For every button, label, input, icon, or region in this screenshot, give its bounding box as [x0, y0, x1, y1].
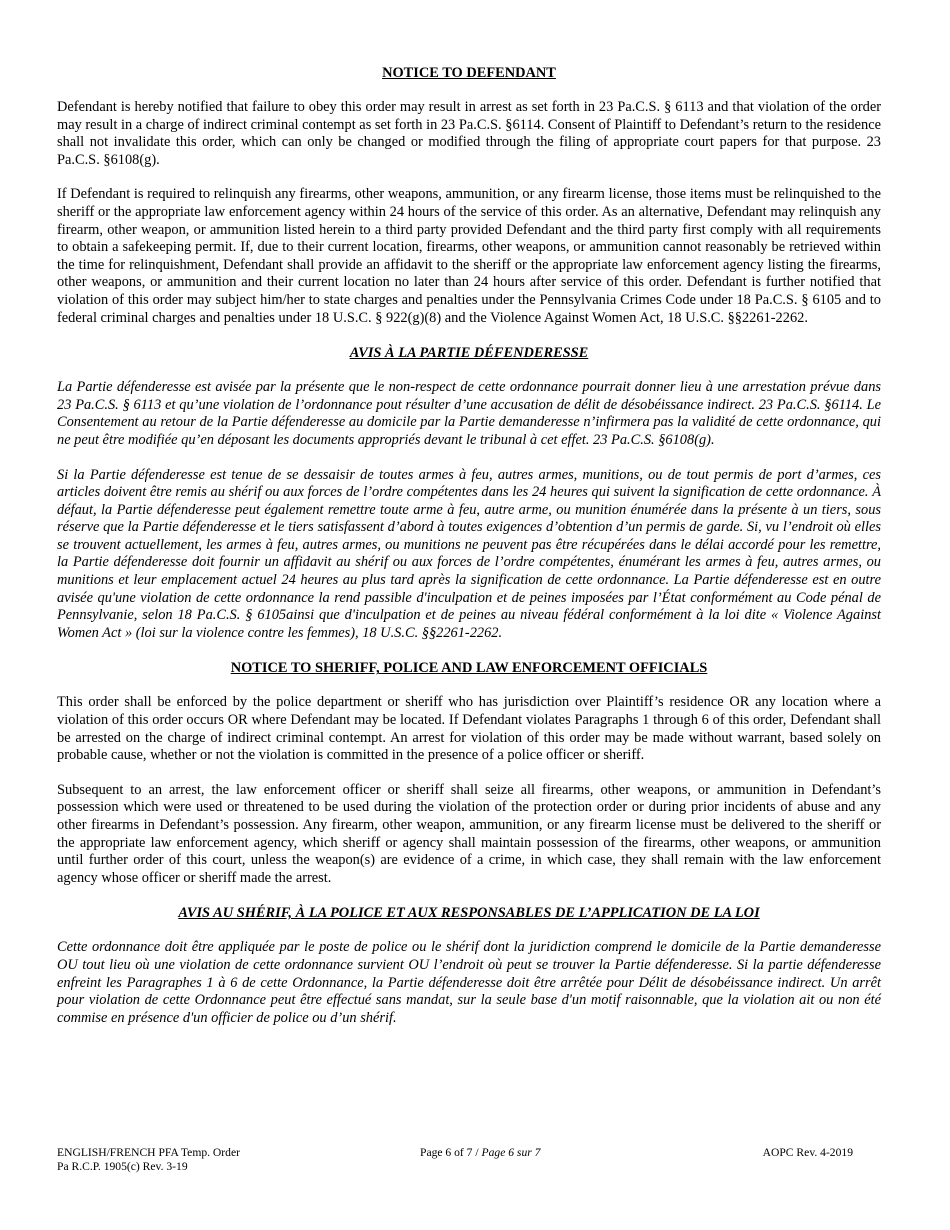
- footer-page-english: Page 6 of 7 /: [420, 1146, 482, 1159]
- avis-partie-defenderesse-paragraph-2: Si la Partie défenderesse est tenue de se dessaisir de toutes armes à feu, autres armes, munitions, ou de tout permis de port d’armes, ces articles doivent être remis au shérif ou aux forces de l’ordre compétentes dans les 24 heures qui suivent la signification de cette ordonnance. À défaut, la Partie défenderesse peut également remettre toute arme à feu, autre arme, ou munition énumérée dans la présente à un tiers, sous réserve que la Partie défenderesse et le tiers satisfassent d’abord à toutes exigences d’obtention d’un permis de garde. Si, vu l’endroit où elles se trouvent actuellement, les armes à feu, autres armes, ou munitions ne peuvent pas être récupérées dans le délai accordé pour les remettre, la Partie défenderesse doit fournir un affidavit au shérif ou aux forces de l’ordre compétentes, énumérant les armes à feu, autres armes, ou munitions et leur emplacement actuel 24 heures au plus tard après la signification de cette ordonnance. La Partie défenderesse est en outre avisée qu'une violation de cette ordonnance la rend passible d'inculpation et de peines imposées par l’État conformément au Code pénal de Pennsylvanie, selon 18 Pa.C.S. § 6105ainsi que d'inculpation et de peines au niveau fédéral conformément à la loi dite « Violence Against Women Act » (loi sur la violence contre les femmes), 18 U.S.C. §§2261-2262.: [57, 466, 881, 641]
- footer-page-french: Page 6 sur 7: [481, 1146, 541, 1159]
- notice-to-sheriff-heading: NOTICE TO SHERIFF, POLICE AND LAW ENFORCEMENT OFFICIALS: [230, 660, 708, 677]
- footer-aopc-revision: AOPC Rev. 4-2019: [762, 1146, 853, 1159]
- notice-to-defendant-paragraph-2: If Defendant is required to relinquish any firearms, other weapons, ammunition, or any firearm license, those items must be relinquished to the sheriff or the appropriate law enforcement agency within 24 hours of the service of this order. As an alternative, Defendant may relinquish any firearm, other weapon, or ammunition listed herein to a third party provided Defendant and the third party first comply with all requirements to obtain a safekeeping permit. If, due to their current location, firearms, other weapons, or ammunition cannot reasonably be retrieved within the time for relinquishment, Defendant shall provide an affidavit to the sheriff or the appropriate law enforcement agency listing the firearms, other weapons, or ammunition and their current location no later than 24 hours after service of this order. Defendant is further notified that violation of this order may subject him/her to state charges and penalties under the Pennsylvania Crimes Code under 18 Pa.C.S. § 6105 and to federal criminal charges and penalties under 18 U.S.C. § 922(g)(8) and the Violence Against Women Act, 18 U.S.C. §§2261-2262.: [57, 186, 881, 326]
- avis-partie-defenderesse-heading: AVIS À LA PARTIE DÉFENDERESSE: [349, 345, 589, 362]
- avis-au-sherif-heading: AVIS AU SHÉRIF, À LA POLICE ET AUX RESPONSABLES DE L’APPLICATION DE LA LOI: [178, 905, 760, 922]
- notice-to-sheriff-paragraph-2: Subsequent to an arrest, the law enforcement officer or sheriff shall seize all firearms, other weapons, or ammunition in Defendant’s possession which were used or threatened to be used during the violation of the protection order or during prior incidents of abuse and any other firearms in Defendant’s possession. Any firearm, other weapon, ammunition, or any firearm license must be delivered to the sheriff or the appropriate law enforcement agency, which sheriff or agency shall maintain possession of the firearms, other weapons, or ammunition until further order of this court, unless the weapon(s) are evidence of a crime, in which case, they shall remain with the law enforcement agency whose officer or sheriff made the arrest.: [57, 781, 881, 886]
- notice-to-sheriff-paragraph-1: This order shall be enforced by the police department or sheriff who has jurisdiction over Plaintiff’s residence OR any location where a violation of this order occurs OR where Defendant may be located. If Defendant violates Paragraphs 1 through 6 of this order, Defendant shall be arrested on the charge of indirect criminal contempt. An arrest for violation of this order may be made without warrant, based solely on probable cause, whether or not the violation is committed in the presence of a police officer or sheriff.: [57, 694, 881, 764]
- footer-rule-revision: Pa R.C.P. 1905(c) Rev. 3-19: [57, 1160, 188, 1173]
- avis-au-sherif-paragraph-1: Cette ordonnance doit être appliquée par le poste de police ou le shérif dont la juridiction comprend le domicile de la Partie demanderesse OU tout lieu où une violation de cette ordonnance survient OU l’endroit où peut se trouver la Partie défenderesse. Si la partie défenderesse enfreint les Paragraphes 1 à 6 de cette Ordonnance, la Partie défenderesse doit être arrêtée pour Délit de désobéissance indirect. Un arrêt pour violation de cette Ordonnance peut être effectué sans mandat, sur la seule base d'un motif raisonnable, que la violation ait ou non été commise en présence d'un officier de police ou d’un shérif.: [57, 939, 881, 1026]
- document-page: [57, 64, 881, 1044]
- footer-form-info: [57, 1146, 240, 1174]
- footer-page-number: [420, 1146, 540, 1160]
- footer-form-title: ENGLISH/FRENCH PFA Temp. Order: [57, 1146, 240, 1159]
- notice-to-defendant-paragraph-1: Defendant is hereby notified that failure to obey this order may result in arrest as set forth in 23 Pa.C.S. § 6113 and that violation of the order may result in a charge of indirect criminal contempt as set forth in 23 Pa.C.S. §6114. Consent of Plaintiff to Defendant’s return to the residence shall not invalidate this order, which can only be changed or modified through the filing of appropriate court papers for that purpose. 23 Pa.C.S. §6108(g).: [57, 99, 881, 168]
- notice-to-defendant-heading: NOTICE TO DEFENDANT: [382, 65, 556, 81]
- avis-partie-defenderesse-paragraph-1: La Partie défenderesse est avisée par la présente que le non-respect de cette ordonnance pourrait donner lieu à une arrestation prévue dans 23 Pa.C.S. § 6113 et qu’une violation de l’ordonnance pout résulter d’une accusation de délit de désobéissance indirect. 23 Pa.C.S. §6114. Le Consentement au retour de la Partie défenderesse au domicile par la Partie demanderesse n’infirmera pas la validité de cette ordonnance, qui ne peut être modifiée qu’en déposant les documents appropriés devant le tribunal à cet effet. 23 Pa.C.S. §6108(g).: [57, 379, 881, 448]
